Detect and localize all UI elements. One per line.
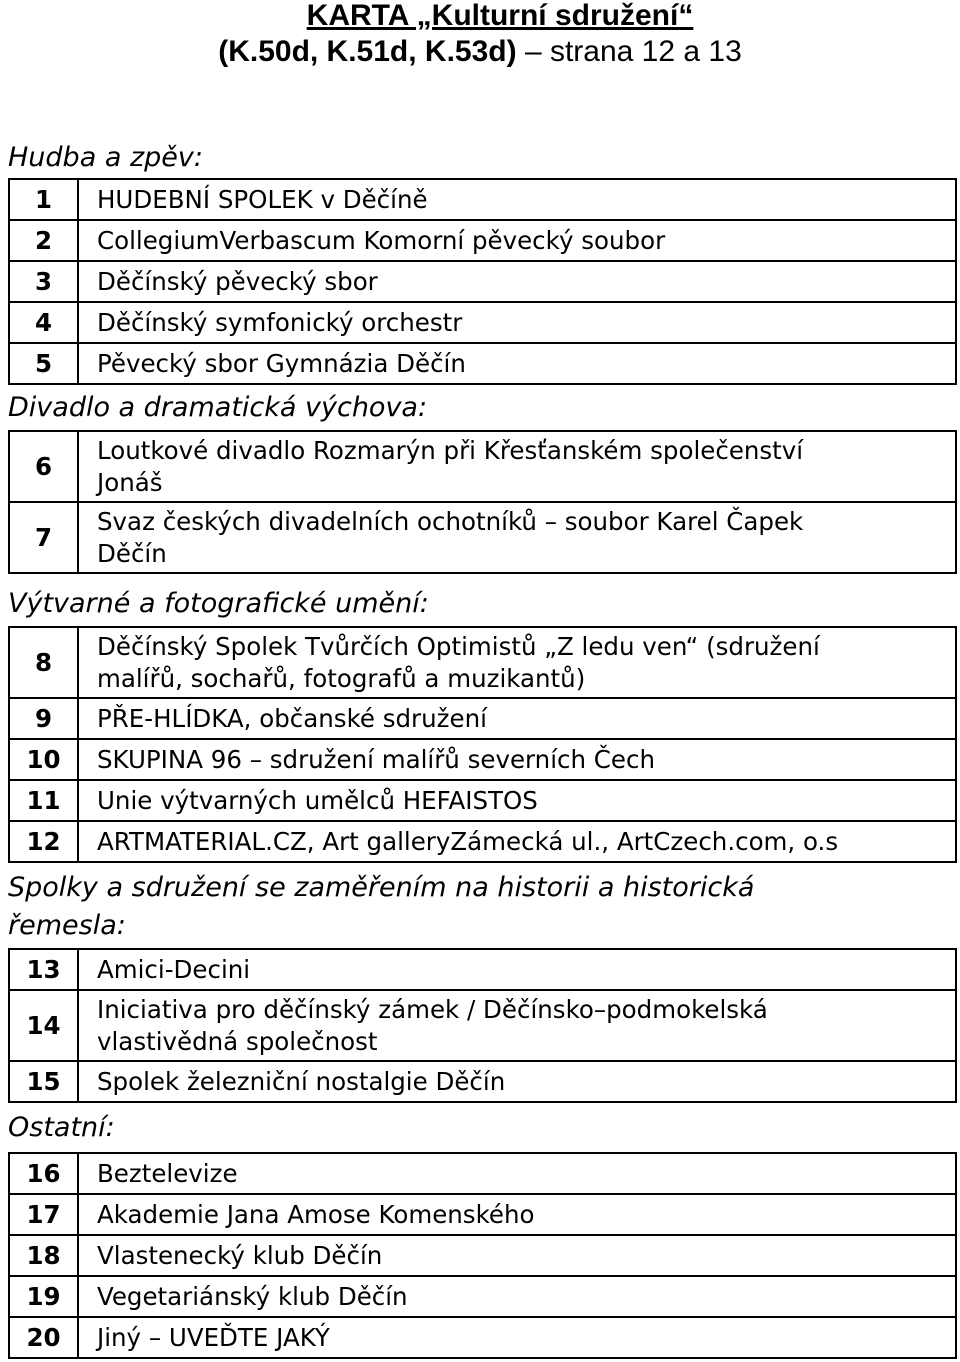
- row-number: 3: [9, 261, 78, 302]
- page-reference: – strana 12 a 13: [516, 35, 742, 68]
- row-number: 20: [9, 1317, 78, 1358]
- row-text: Amici-Decini: [78, 949, 956, 990]
- row-text: [78, 990, 956, 1061]
- row-text: Děčínský pěvecký sbor: [78, 261, 956, 302]
- row-text: Vlastenecký klub Děčín: [78, 1235, 956, 1276]
- table-row: [9, 949, 956, 990]
- section-heading-history: Spolky a sdružení se zaměřením na historii a historická: [8, 872, 755, 903]
- row-text: PŘE-HLÍDKA, občanské sdružení: [78, 698, 956, 739]
- section-heading-history-cont: řemesla:: [8, 910, 126, 941]
- row-number: 19: [9, 1276, 78, 1317]
- table-row: [9, 821, 956, 862]
- row-text-line: Svaz českých divadelních ochotníků – soubor Karel Čapek: [97, 506, 804, 536]
- row-text-line: Děčín: [97, 538, 167, 568]
- row-number: 14: [9, 990, 78, 1061]
- row-number: 6: [9, 431, 78, 502]
- row-number: 17: [9, 1194, 78, 1235]
- row-text-line: Iniciativa pro děčínský zámek / Děčínsko–podmokelská: [97, 994, 768, 1024]
- table-music: [8, 178, 957, 385]
- table-visual-arts: [8, 626, 957, 863]
- document-subtitle: [0, 34, 960, 70]
- row-number: 4: [9, 302, 78, 343]
- row-text: HUDEBNÍ SPOLEK v Děčíně: [78, 179, 956, 220]
- row-number: 13: [9, 949, 78, 990]
- row-text: Jiný – UVEĎTE JAKÝ: [78, 1317, 956, 1358]
- table-row: [9, 780, 956, 821]
- row-number: 5: [9, 343, 78, 384]
- row-text: CollegiumVerbascum Komorní pěvecký soubor: [78, 220, 956, 261]
- table-row: [9, 343, 956, 384]
- section-heading-music: Hudba a zpěv:: [8, 142, 203, 173]
- row-number: 16: [9, 1153, 78, 1194]
- row-text-line: Děčínský Spolek Tvůrčích Optimistů „Z ledu ven“ (sdružení: [97, 631, 820, 661]
- row-text: ARTMATERIAL.CZ, Art galleryZámecká ul., ArtCzech.com, o.s: [78, 821, 956, 862]
- table-row: [9, 502, 956, 573]
- row-text: [78, 502, 956, 573]
- table-theatre: [8, 430, 957, 574]
- table-row: [9, 179, 956, 220]
- row-text-line: Loutkové divadlo Rozmarýn při Křesťanském společenství: [97, 435, 804, 465]
- row-text: SKUPINA 96 – sdružení malířů severních Čech: [78, 739, 956, 780]
- table-row: [9, 431, 956, 502]
- table-row: [9, 1153, 956, 1194]
- row-text: Beztelevize: [78, 1153, 956, 1194]
- table-row: [9, 698, 956, 739]
- table-row: [9, 302, 956, 343]
- row-number: 12: [9, 821, 78, 862]
- section-heading-visual-arts: Výtvarné a fotografické umění:: [8, 588, 429, 619]
- row-text: Pěvecký sbor Gymnázia Děčín: [78, 343, 956, 384]
- table-row: [9, 1276, 956, 1317]
- row-text: [78, 431, 956, 502]
- row-text-line: Jonáš: [97, 467, 163, 497]
- table-row: [9, 1061, 956, 1102]
- section-heading-other: Ostatní:: [8, 1112, 115, 1143]
- row-number: 10: [9, 739, 78, 780]
- row-number: 9: [9, 698, 78, 739]
- table-other: [8, 1152, 957, 1359]
- row-number: 11: [9, 780, 78, 821]
- row-number: 8: [9, 627, 78, 698]
- row-text: [78, 627, 956, 698]
- table-row: [9, 220, 956, 261]
- row-text-line: malířů, sochařů, fotografů a muzikantů): [97, 663, 586, 693]
- table-row: [9, 1235, 956, 1276]
- card-codes: (K.50d, K.51d, K.53d): [218, 35, 517, 68]
- row-number: 15: [9, 1061, 78, 1102]
- row-number: 2: [9, 220, 78, 261]
- table-row: [9, 990, 956, 1061]
- row-number: 7: [9, 502, 78, 573]
- row-number: 1: [9, 179, 78, 220]
- row-text: Spolek železniční nostalgie Děčín: [78, 1061, 956, 1102]
- row-text: Unie výtvarných umělců HEFAISTOS: [78, 780, 956, 821]
- section-heading-theatre: Divadlo a dramatická výchova:: [8, 392, 428, 423]
- table-row: [9, 1317, 956, 1358]
- table-row: [9, 739, 956, 780]
- table-history: [8, 948, 957, 1103]
- table-row: [9, 261, 956, 302]
- row-text: Akademie Jana Amose Komenského: [78, 1194, 956, 1235]
- row-text: Vegetariánský klub Děčín: [78, 1276, 956, 1317]
- table-row: [9, 627, 956, 698]
- document-title: KARTA „Kulturní sdružení“: [306, 0, 694, 32]
- row-text: Děčínský symfonický orchestr: [78, 302, 956, 343]
- table-row: [9, 1194, 956, 1235]
- row-number: 18: [9, 1235, 78, 1276]
- row-text-line: vlastivědná společnost: [97, 1026, 378, 1056]
